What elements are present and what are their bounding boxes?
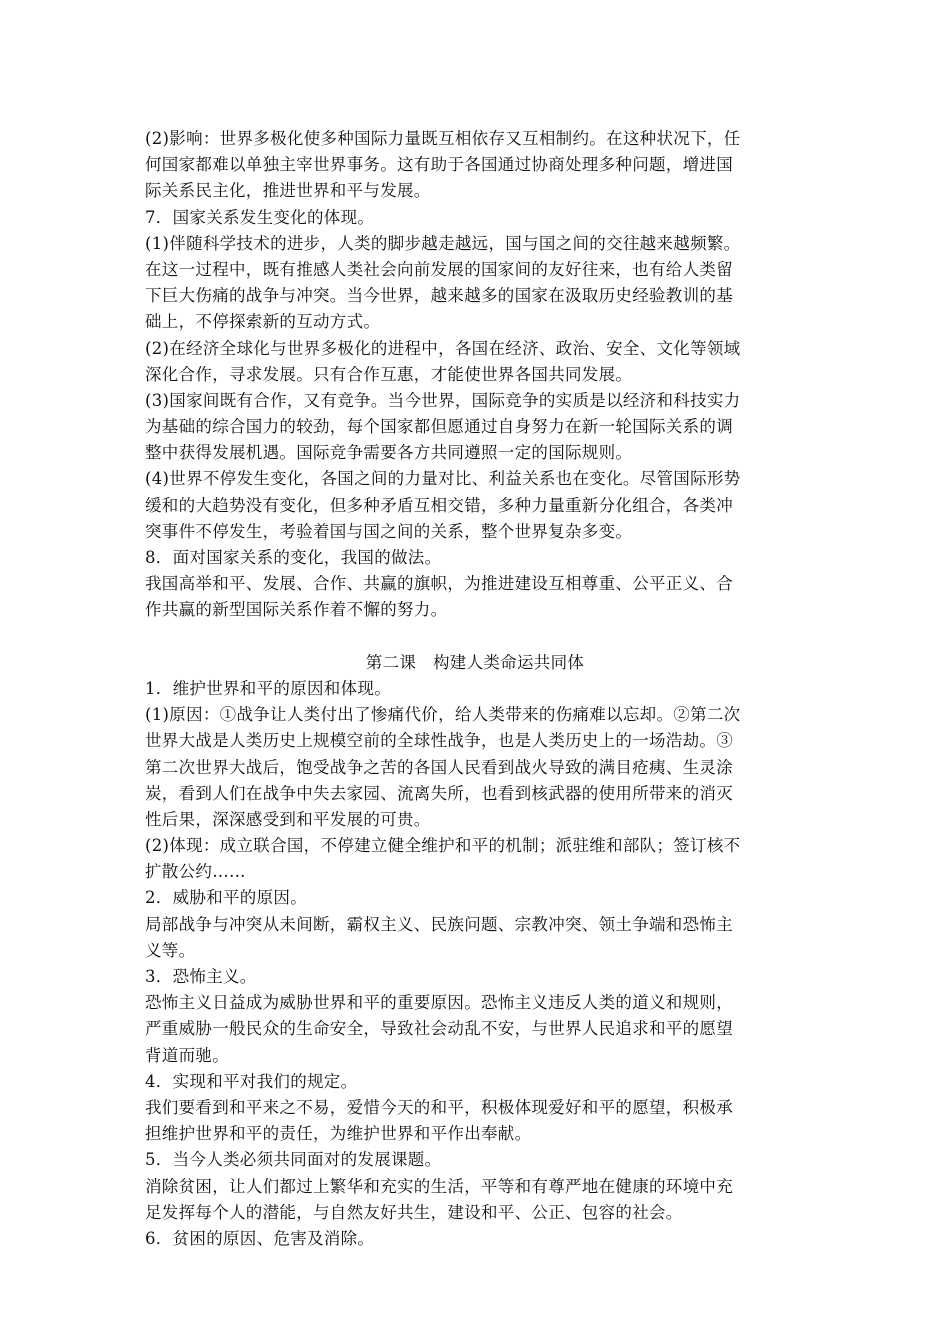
text-line: 义等。 [145, 940, 196, 960]
text-line: (1)原因：①战争让人类付出了惨痛代价，给人类带来的伤痛难以忘却。②第二次 [145, 705, 741, 725]
text-line: 际关系民主化，推进世界和平与发展。 [145, 181, 431, 201]
section-one [145, 126, 805, 624]
text-line: (2)在经济全球化与世界多极化的进程中，各国在经济、政治、安全、文化等领域 [145, 338, 741, 358]
text-line: (3)国家间既有合作，又有竞争。当今世界，国际竞争的实质是以经济和科技实力 [145, 390, 741, 410]
text-line: 扩散公约…… [145, 862, 246, 882]
text-line: 我们要看到和平来之不易，爱惜今天的和平，积极体现爱好和平的愿望，积极承 [145, 1097, 733, 1117]
text-line: 缓和的大趋势没有变化，但多种矛盾互相交错，多种力量重新分化组合，各类冲 [145, 495, 733, 515]
text-line: (2)影响：世界多极化使多种国际力量既互相依存又互相制约。在这种状况下，任 [145, 129, 741, 148]
text-line: 我国高举和平、发展、合作、共赢的旗帜，为推进建设互相尊重、公平正义、合 [145, 574, 733, 594]
text-line: (1)伴随科学技术的进步，人类的脚步越走越远，国与国之间的交往越来越频繁。 [145, 233, 741, 253]
lesson-title: 第二课 构建人类命运共同体 [365, 652, 585, 672]
text-line: 4．实现和平对我们的规定。 [145, 1071, 358, 1091]
text-line: (4)世界不停发生变化，各国之间的力量对比、利益关系也在变化。尽管国际形势 [145, 469, 741, 489]
text-line: 性后果，深深感受到和平发展的可贵。 [145, 809, 431, 829]
blank-line [145, 624, 805, 650]
text-line: 整中获得发展机遇。国际竞争需要各方共同遵照一定的国际规则。 [145, 443, 633, 463]
text-line: 为基础的综合国力的较劲，每个国家都但愿通过自身努力在新一轮国际关系的调 [145, 417, 733, 437]
text-line: 消除贫困，让人们都过上繁华和充实的生活，平等和有尊严地在健康的环境中充 [145, 1176, 733, 1196]
text-line: 下巨大伤痛的战争与冲突。当今世界，越来越多的国家在汲取历史经验教训的基 [145, 286, 733, 306]
text-line: 在这一过程中，既有推感人类社会向前发展的国家间的友好往来，也有给人类留 [145, 259, 733, 279]
text-line: 第二次世界大战后，饱受战争之苦的各国人民看到战火导致的满目疮痍、生灵涂 [145, 757, 733, 777]
text-line: 2．威胁和平的原因。 [145, 888, 307, 908]
section-two [145, 676, 805, 1252]
text-line: 世界大战是人类历史上规模空前的全球性战争，也是人类历史上的一场浩劫。③ [145, 731, 733, 751]
text-line: 局部战争与冲突从未间断，霸权主义、民族问题、宗教冲突、领土争端和恐怖主 [145, 914, 733, 934]
text-line: 1．维护世界和平的原因和体现。 [145, 678, 391, 698]
text-line: 8．面对国家关系的变化，我国的做法。 [145, 548, 442, 567]
text-line: 恐怖主义日益成为威胁世界和平的重要原因。恐怖主义违反人类的道义和规则， [145, 993, 733, 1013]
text-line: 3．恐怖主义。 [145, 967, 257, 986]
text-line: 突事件不停发生，考验着国与国之间的关系，整个世界复杂多变。 [145, 521, 633, 541]
text-line: 担维护世界和平的责任，为维护世界和平作出奉献。 [145, 1124, 532, 1144]
text-line: 6．贫困的原因、危害及消除。 [145, 1228, 375, 1248]
text-line: 背道而驰。 [145, 1045, 229, 1065]
text-line: 严重威胁一般民众的生命安全，导致社会动乱不安，与世界人民追求和平的愿望 [145, 1019, 733, 1039]
text-line: 础上，不停探索新的互动方式。 [145, 312, 381, 332]
text-line: 作共赢的新型国际关系作着不懈的努力。 [145, 600, 448, 620]
text-line: (2)体现：成立联合国，不停建立健全维护和平的机制；派驻维和部队；签订核不 [145, 836, 741, 856]
document-page [145, 126, 805, 1252]
text-line: 足发挥每个人的潜能，与自然友好共生，建设和平、公正、包容的社会。 [145, 1202, 683, 1222]
text-line: 5．当今人类必须共同面对的发展课题。 [145, 1150, 442, 1170]
text-line: 深化合作，寻求发展。只有合作互惠，才能使世界各国共同发展。 [145, 364, 633, 384]
text-line: 炭，看到人们在战争中失去家园、流离失所，也看到核武器的使用所带来的消灭 [145, 783, 733, 803]
text-line: 何国家都难以单独主宰世界事务。这有助于各国通过协商处理多种问题，增进国 [145, 155, 733, 175]
text-line: 7．国家关系发生变化的体现。 [145, 207, 375, 227]
